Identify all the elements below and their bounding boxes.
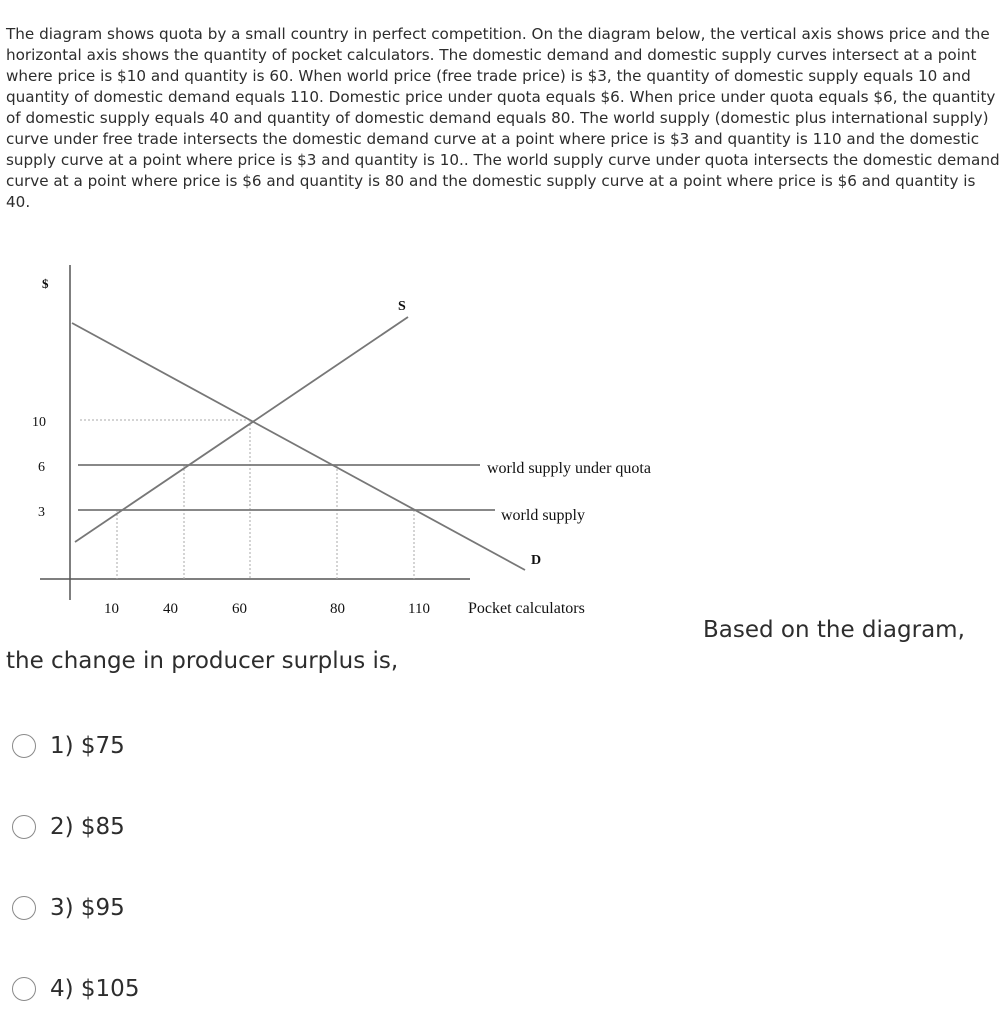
- y-axis-label: $: [42, 276, 49, 291]
- y-tick-6: 6: [38, 460, 45, 475]
- option-4[interactable]: [12, 976, 139, 1002]
- question-description: The diagram shows quota by a small country in perfect competition. On the diagram below, the vertical axis shows price and the horizontal axis shows the quantity of pocket calculators. The domestic demand and domestic supply curves intersect at a point where price is $10 and quantity is 60. When world price (free trade price) is $3, the quantity of domestic supply equals 10 and quantity of domestic demand equals 110. Domestic price under quota equals $6. When price under quota equals $6, the quantity of domestic supply equals 40 and quantity of domestic demand equals 80. The world supply (domestic plus international supply) curve under free trade intersects the domestic demand curve at a point where price is $3 and quantity is 110 and the domestic supply curve at a point where price is $3 and quantity is 10.. The world supply curve under quota intersects the domestic demand curve at a point where price is $6 and quantity is 80 and the domestic supply curve at a point where price is $6 and quantity is 40.: [6, 25, 1000, 211]
- x-axis-label: Pocket calculators: [468, 600, 585, 617]
- option-2-label: 2) $85: [50, 814, 125, 840]
- world-supply-label: world supply: [501, 507, 585, 524]
- option-4-label: 4) $105: [50, 976, 140, 1002]
- question-lead: Based on the diagram,: [703, 617, 965, 643]
- y-tick-10: 10: [32, 415, 46, 430]
- radio-button-4[interactable]: [12, 977, 36, 1001]
- x-tick-60: 60: [232, 601, 247, 617]
- radio-button-2[interactable]: [12, 815, 36, 839]
- x-tick-10: 10: [104, 601, 119, 617]
- x-tick-110: 110: [408, 601, 430, 617]
- option-2[interactable]: [12, 814, 125, 840]
- option-1[interactable]: [12, 733, 125, 759]
- y-tick-3: 3: [38, 505, 45, 520]
- demand-label: D: [531, 553, 542, 568]
- supply-curve: [75, 317, 408, 542]
- radio-button-3[interactable]: [12, 896, 36, 920]
- quota-line-label: world supply under quota: [487, 460, 651, 477]
- option-3-label: 3) $95: [50, 895, 125, 921]
- x-tick-80: 80: [330, 601, 345, 617]
- supply-label: S: [398, 299, 406, 314]
- quota-diagram: [0, 255, 720, 625]
- demand-curve: [72, 323, 525, 570]
- x-tick-40: 40: [163, 601, 178, 617]
- question-text: the change in producer surplus is,: [6, 648, 399, 674]
- option-1-label: 1) $75: [50, 733, 125, 759]
- option-3[interactable]: [12, 895, 125, 921]
- radio-button-1[interactable]: [12, 734, 36, 758]
